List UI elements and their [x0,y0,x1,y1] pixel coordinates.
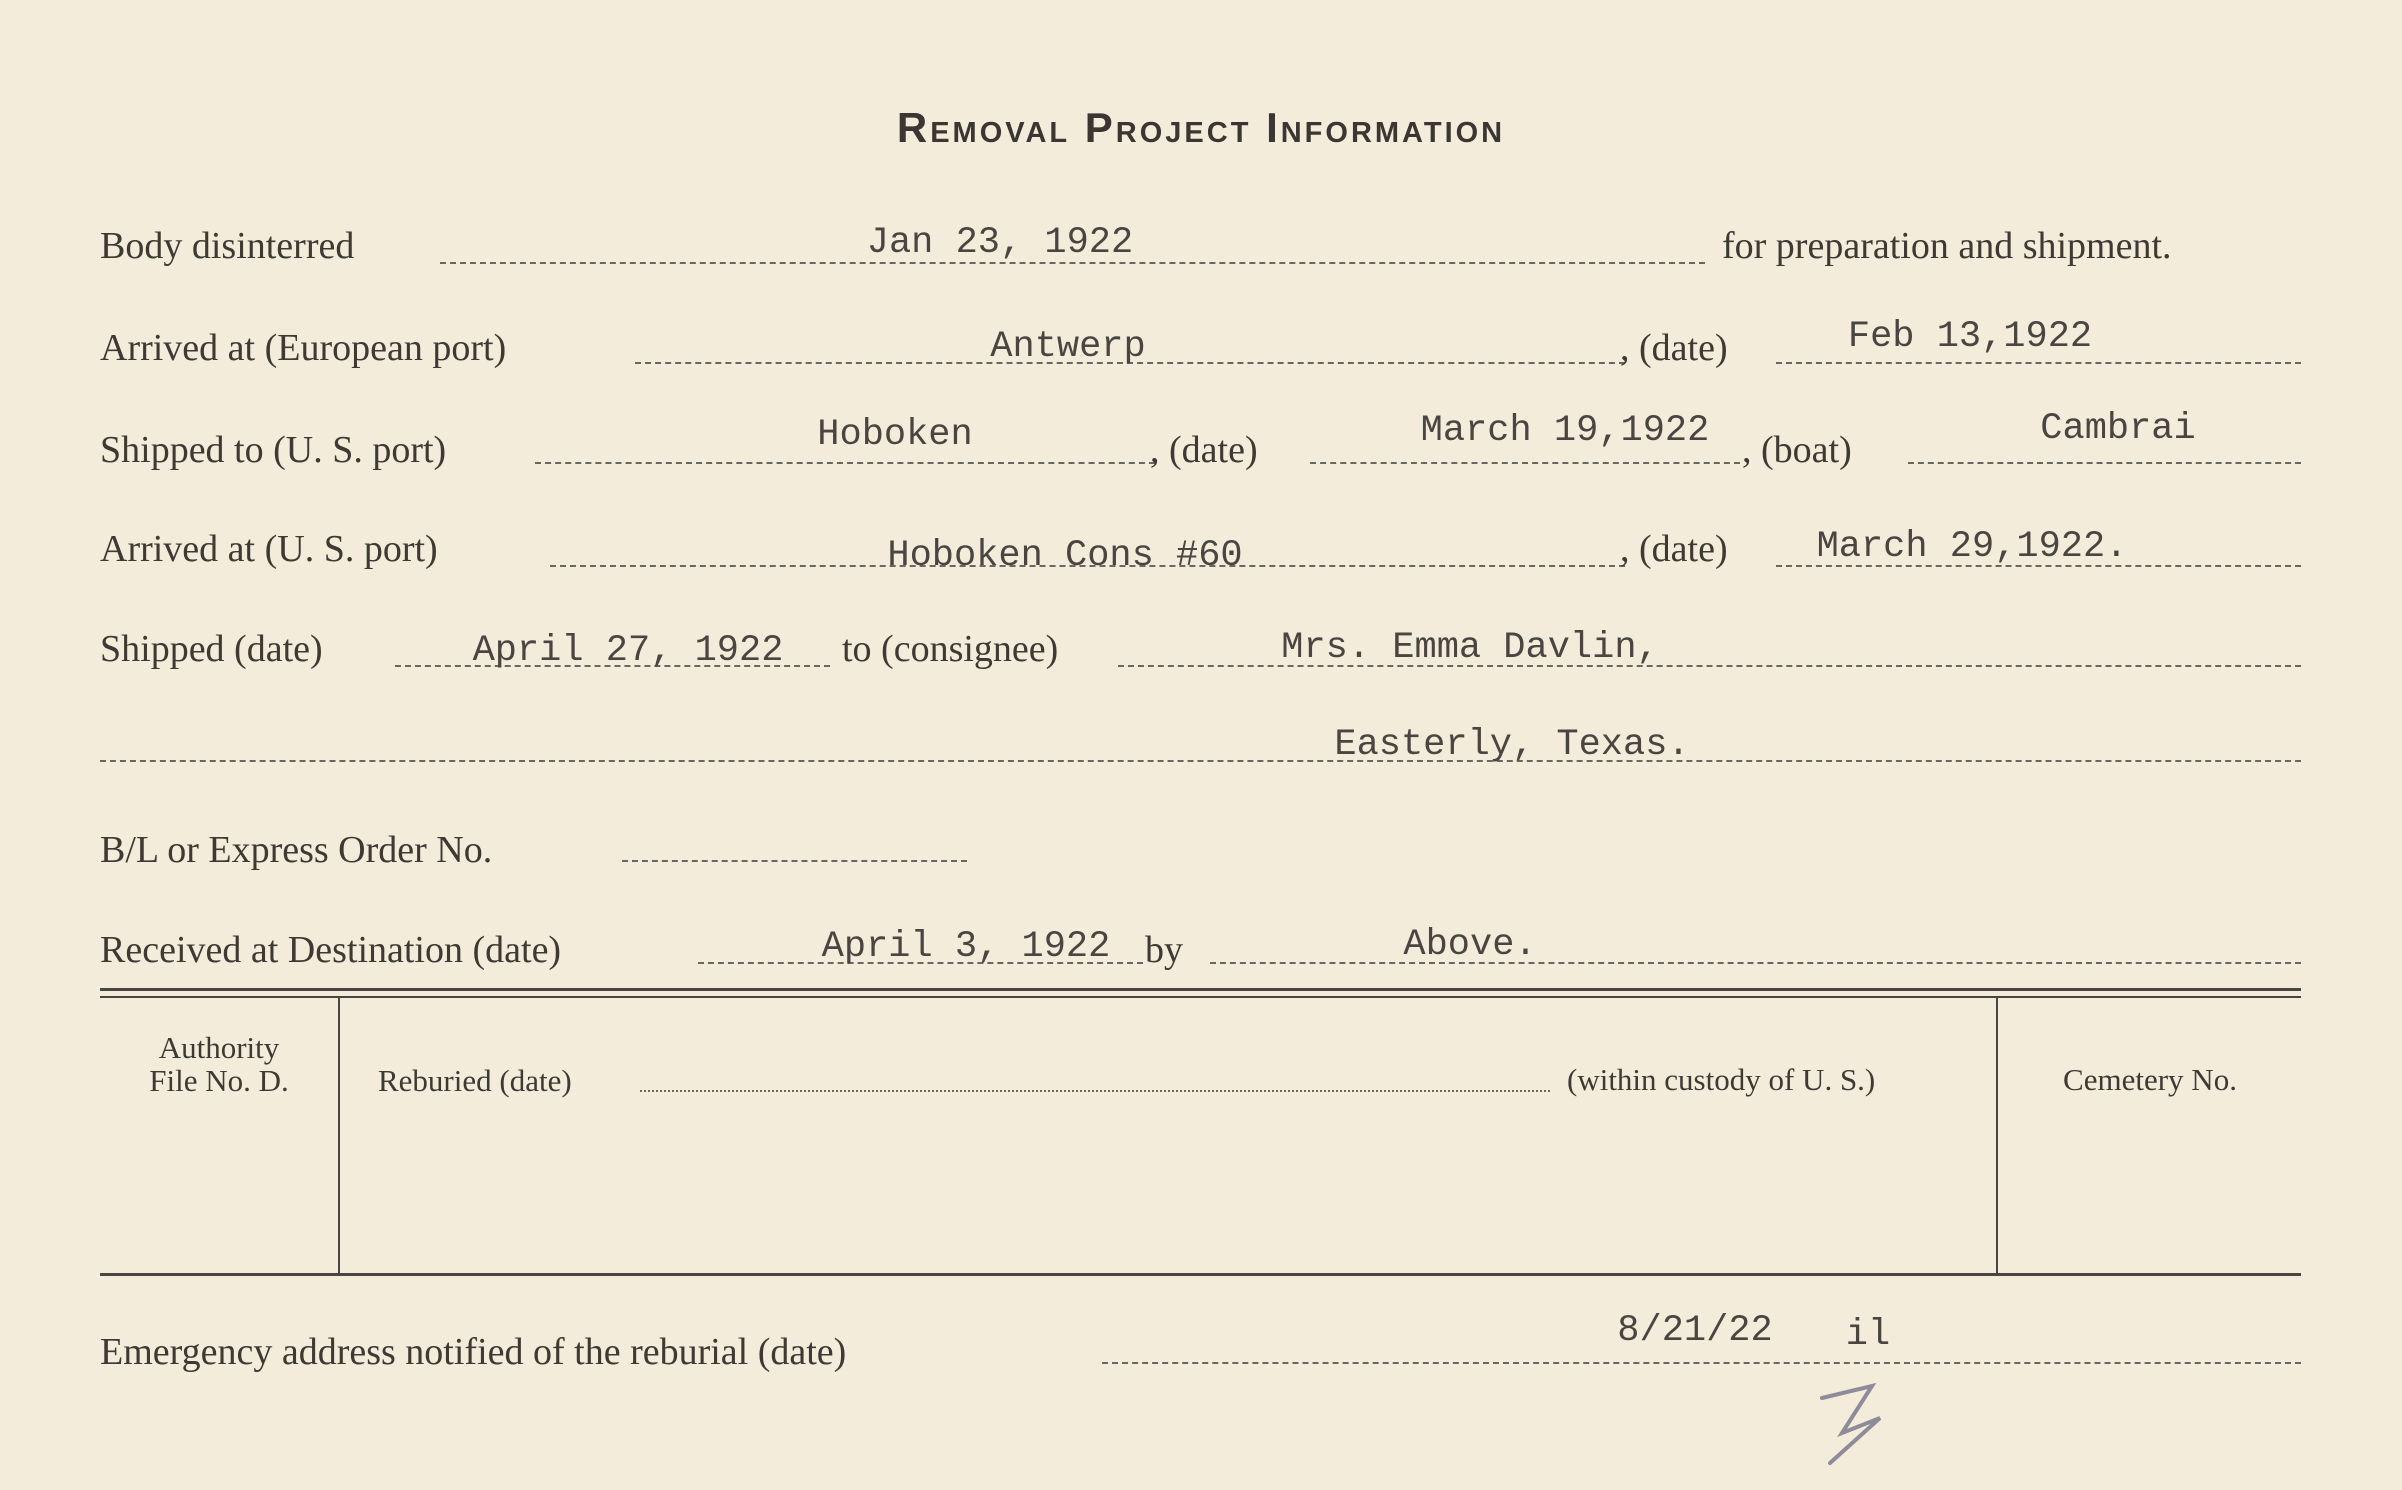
body-disinterred-value: Jan 23, 1922 [866,222,1134,264]
received-by-line [1210,962,2301,964]
arrived-us-port: Hoboken Cons #60 [887,535,1243,577]
received-date: April 3, 1922 [821,926,1111,968]
cemetery-no-label: Cemetery No. [2063,1062,2237,1097]
authority-label: Authority [158,1030,280,1065]
emergency-date: 8/21/22 [1617,1310,1773,1352]
section-divider-left [338,998,340,1273]
custody-label: (within custody of U. S.) [1567,1062,1876,1097]
reburied-line [640,1090,1550,1092]
emergency-line [1102,1362,2301,1364]
arrived-us-date-label: , (date) [1620,528,1728,570]
received-by-label: by [1145,929,1183,971]
arrived-us-label: Arrived at (U. S. port) [100,528,438,570]
shipped-us-port: Hoboken [817,414,973,456]
body-disinterred-suffix: for preparation and shipment. [1722,225,2172,267]
section-rule-top [100,988,2301,991]
received-label: Received at Destination (date) [100,929,562,971]
consignee-address: Easterly, Texas. [1334,724,1690,766]
emergency-initials: il [1845,1314,1891,1356]
reburied-label: Reburied (date) [378,1063,572,1098]
shipped-us-date-line [1310,462,1740,464]
section-rule-bottom [100,1273,2301,1276]
shipped-us-label: Shipped to (U. S. port) [100,429,447,471]
card-title: Removal Project Information [896,104,1506,151]
consignee-address-line [100,760,2301,762]
emergency-label: Emergency address notified of the reburial (date) [100,1331,847,1373]
shipped-us-port-line [535,462,1155,464]
shipped-us-date-label: , (date) [1150,429,1258,471]
shipped-us-boat: Cambrai [2040,408,2196,450]
pencil-mark-icon [1812,1378,1892,1468]
received-by: Above. [1403,924,1537,966]
arrived-us-date: March 29,1922. [1816,526,2128,568]
arrived-european-date-line [1776,362,2301,364]
shipped-date-value: April 27, 1922 [472,630,784,672]
arrived-european-date: Feb 13,1922 [1847,316,2093,358]
arrived-european-port: Antwerp [990,326,1146,368]
bl-label: B/L or Express Order No. [100,829,493,871]
consignee-value: Mrs. Emma Davlin, [1281,627,1659,669]
arrived-european-label: Arrived at (European port) [100,327,507,369]
consignee-label: to (consignee) [842,628,1059,670]
body-disinterred-label: Body disinterred [100,225,355,267]
bl-line [622,860,967,862]
section-divider-right [1996,998,1998,1273]
shipped-us-date: March 19,1922 [1420,410,1710,452]
file-no-label: File No. D. [149,1063,289,1098]
arrived-european-date-label: , (date) [1620,327,1728,369]
shipped-us-boat-label: , (boat) [1742,429,1852,471]
shipped-date-label: Shipped (date) [100,628,323,670]
section-rule-top-inner [100,996,2301,998]
shipped-us-boat-line [1908,462,2301,464]
